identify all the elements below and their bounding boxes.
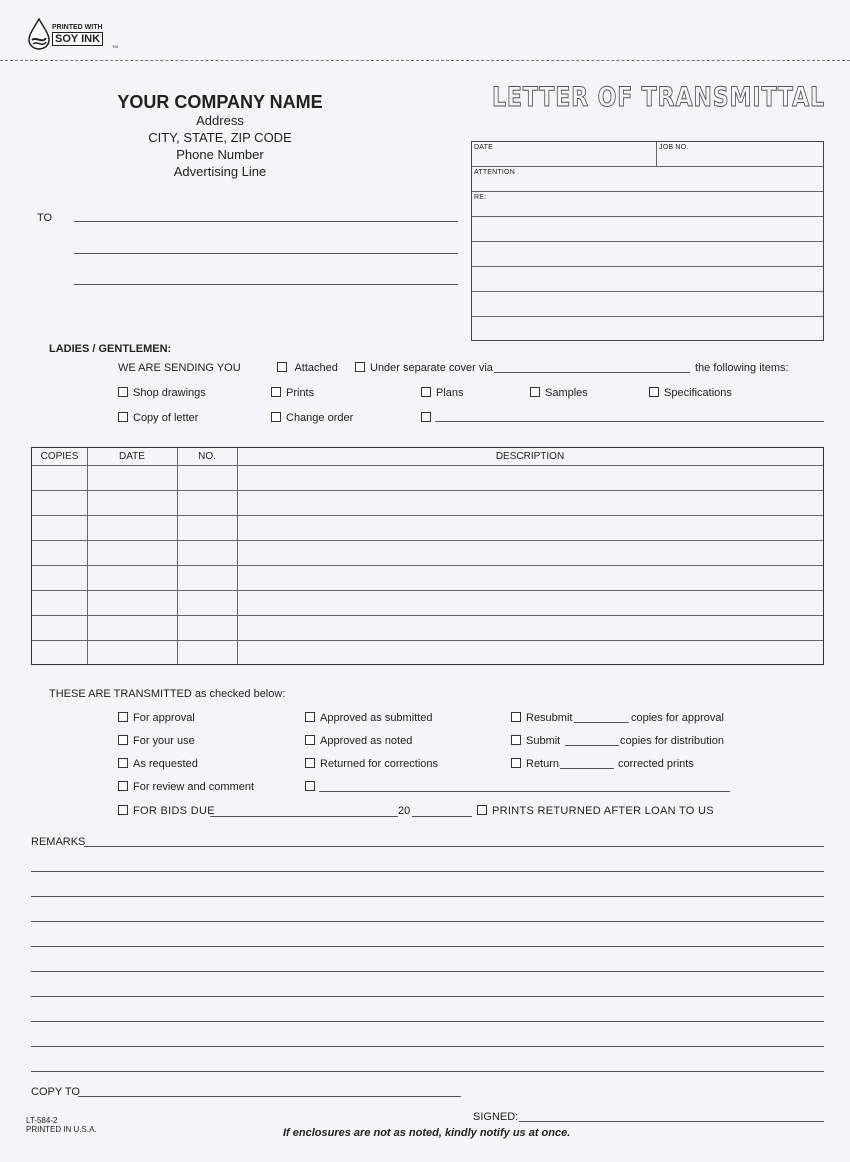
checkbox-icon[interactable] xyxy=(421,387,431,397)
checkbox-icon[interactable] xyxy=(355,362,365,372)
footer-note: If enclosures are not as noted, kindly notify us at once. xyxy=(283,1127,571,1139)
change-order-option[interactable]: Change order xyxy=(271,412,353,424)
header-no: NO. xyxy=(198,451,216,462)
prints-option[interactable]: Prints xyxy=(271,387,314,399)
form-title: LETTER OF TRANSMITTAL xyxy=(492,82,825,113)
company-phone: Phone Number xyxy=(176,147,264,162)
checkbox-icon[interactable] xyxy=(118,781,128,791)
checkbox-icon[interactable] xyxy=(305,735,315,745)
for-your-use-option[interactable]: For your use xyxy=(118,735,195,747)
to-line-1[interactable] xyxy=(74,221,458,222)
as-requested-option[interactable]: As requested xyxy=(118,758,198,770)
checkbox-icon[interactable] xyxy=(118,712,128,722)
checkbox-icon[interactable] xyxy=(511,735,521,745)
approved-as-submitted-option[interactable]: Approved as submitted xyxy=(305,712,433,724)
checkbox-icon[interactable] xyxy=(477,805,487,815)
remarks-line[interactable] xyxy=(31,921,824,922)
other-transmit-line[interactable] xyxy=(319,791,730,792)
bids-due-line[interactable] xyxy=(210,816,398,817)
printed-in-usa: PRINTED IN U.S.A. xyxy=(26,1125,97,1134)
resubmit-copies-line[interactable] xyxy=(574,722,629,723)
header-description: DESCRIPTION xyxy=(495,451,565,462)
resubmit-suffix: copies for approval xyxy=(631,712,724,724)
checkbox-icon[interactable] xyxy=(118,387,128,397)
soy-drop-icon xyxy=(28,18,50,50)
bids-due-option[interactable]: FOR BIDS DUE xyxy=(118,805,215,817)
return-copies-line[interactable] xyxy=(560,768,614,769)
checkbox-icon[interactable] xyxy=(649,387,659,397)
specifications-option[interactable]: Specifications xyxy=(649,387,732,399)
remarks-line[interactable] xyxy=(31,1021,824,1022)
header-date: DATE xyxy=(119,451,145,462)
checkbox-icon[interactable] xyxy=(271,387,281,397)
items-table xyxy=(31,447,824,665)
approved-as-noted-option[interactable]: Approved as noted xyxy=(305,735,412,747)
checkbox-icon[interactable] xyxy=(511,712,521,722)
checkbox-icon[interactable] xyxy=(118,805,128,815)
soy-ink-logo xyxy=(28,18,118,52)
remarks-line[interactable] xyxy=(31,871,824,872)
separate-cover-line[interactable] xyxy=(494,372,690,373)
resubmit-option[interactable]: Resubmit xyxy=(511,712,572,724)
to-line-2[interactable] xyxy=(74,253,458,254)
checkbox-icon[interactable] xyxy=(305,758,315,768)
submit-option[interactable]: Submit xyxy=(511,735,560,747)
remarks-line-1[interactable] xyxy=(84,846,824,847)
other-transmit-option[interactable] xyxy=(305,781,320,793)
checkbox-icon[interactable] xyxy=(277,362,287,372)
checkbox-icon[interactable] xyxy=(305,712,315,722)
checkbox-icon[interactable] xyxy=(305,781,315,791)
job-no-field-label: JOB NO. xyxy=(659,144,689,151)
date-field-label: DATE xyxy=(474,144,493,151)
company-block xyxy=(90,92,350,180)
attention-field-label: ATTENTION xyxy=(474,169,515,176)
logo-tm: TM xyxy=(112,44,118,49)
company-name: YOUR COMPANY NAME xyxy=(117,92,323,112)
copy-of-letter-option[interactable]: Copy of letter xyxy=(118,412,198,424)
submit-suffix: copies for distribution xyxy=(620,735,724,747)
remarks-line[interactable] xyxy=(31,946,824,947)
remarks-line[interactable] xyxy=(31,896,824,897)
samples-option[interactable]: Samples xyxy=(530,387,588,399)
other-option[interactable] xyxy=(421,412,436,424)
company-city: CITY, STATE, ZIP CODE xyxy=(148,130,292,145)
checkbox-icon[interactable] xyxy=(271,412,281,422)
shop-drawings-option[interactable]: Shop drawings xyxy=(118,387,206,399)
checkbox-icon[interactable] xyxy=(421,412,431,422)
remarks-label: REMARKS xyxy=(31,836,86,848)
remarks-line[interactable] xyxy=(31,971,824,972)
bids-year-line[interactable] xyxy=(412,816,472,817)
return-option[interactable]: Return xyxy=(511,758,559,770)
company-advertising: Advertising Line xyxy=(173,164,267,179)
for-review-option[interactable]: For review and comment xyxy=(118,781,254,793)
attached-option[interactable]: Attached xyxy=(277,362,338,374)
to-label: TO xyxy=(37,212,53,224)
following-items-label: the following items: xyxy=(695,362,789,374)
form-code: LT-584-2 xyxy=(26,1116,58,1125)
separate-cover-option[interactable]: Under separate cover via xyxy=(355,362,493,374)
checkbox-icon[interactable] xyxy=(118,412,128,422)
for-approval-option[interactable]: For approval xyxy=(118,712,195,724)
perforation-line xyxy=(0,60,850,61)
greeting: LADIES / GENTLEMEN: xyxy=(49,343,172,355)
checkbox-icon[interactable] xyxy=(511,758,521,768)
copy-to-label: COPY TO xyxy=(31,1086,80,1098)
prints-returned-option[interactable]: PRINTS RETURNED AFTER LOAN TO US xyxy=(477,805,714,817)
signature-line[interactable] xyxy=(519,1121,824,1122)
remarks-line[interactable] xyxy=(31,996,824,997)
logo-line1: PRINTED WITH xyxy=(52,24,103,31)
logo-line2: SOY INK xyxy=(52,32,103,46)
re-field-label: RE: xyxy=(474,194,487,201)
plans-option[interactable]: Plans xyxy=(421,387,464,399)
submit-copies-line[interactable] xyxy=(565,745,619,746)
info-box xyxy=(471,141,824,341)
to-line-3[interactable] xyxy=(74,284,458,285)
remarks-line[interactable] xyxy=(31,1071,824,1072)
checkbox-icon[interactable] xyxy=(118,735,128,745)
checkbox-icon[interactable] xyxy=(530,387,540,397)
company-address: Address xyxy=(196,113,244,128)
sending-label: WE ARE SENDING YOU xyxy=(118,362,241,374)
transmitted-label: THESE ARE TRANSMITTED as checked below: xyxy=(49,688,286,700)
header-copies: COPIES xyxy=(40,451,79,462)
checkbox-icon[interactable] xyxy=(118,758,128,768)
copy-to-line[interactable] xyxy=(78,1096,461,1097)
other-option-line[interactable] xyxy=(435,421,824,422)
remarks-line[interactable] xyxy=(31,1046,824,1047)
returned-for-corrections-option[interactable]: Returned for corrections xyxy=(305,758,438,770)
return-suffix: corrected prints xyxy=(618,758,694,770)
signed-label: SIGNED: xyxy=(473,1111,519,1123)
bids-year-label: 20 xyxy=(398,805,411,817)
